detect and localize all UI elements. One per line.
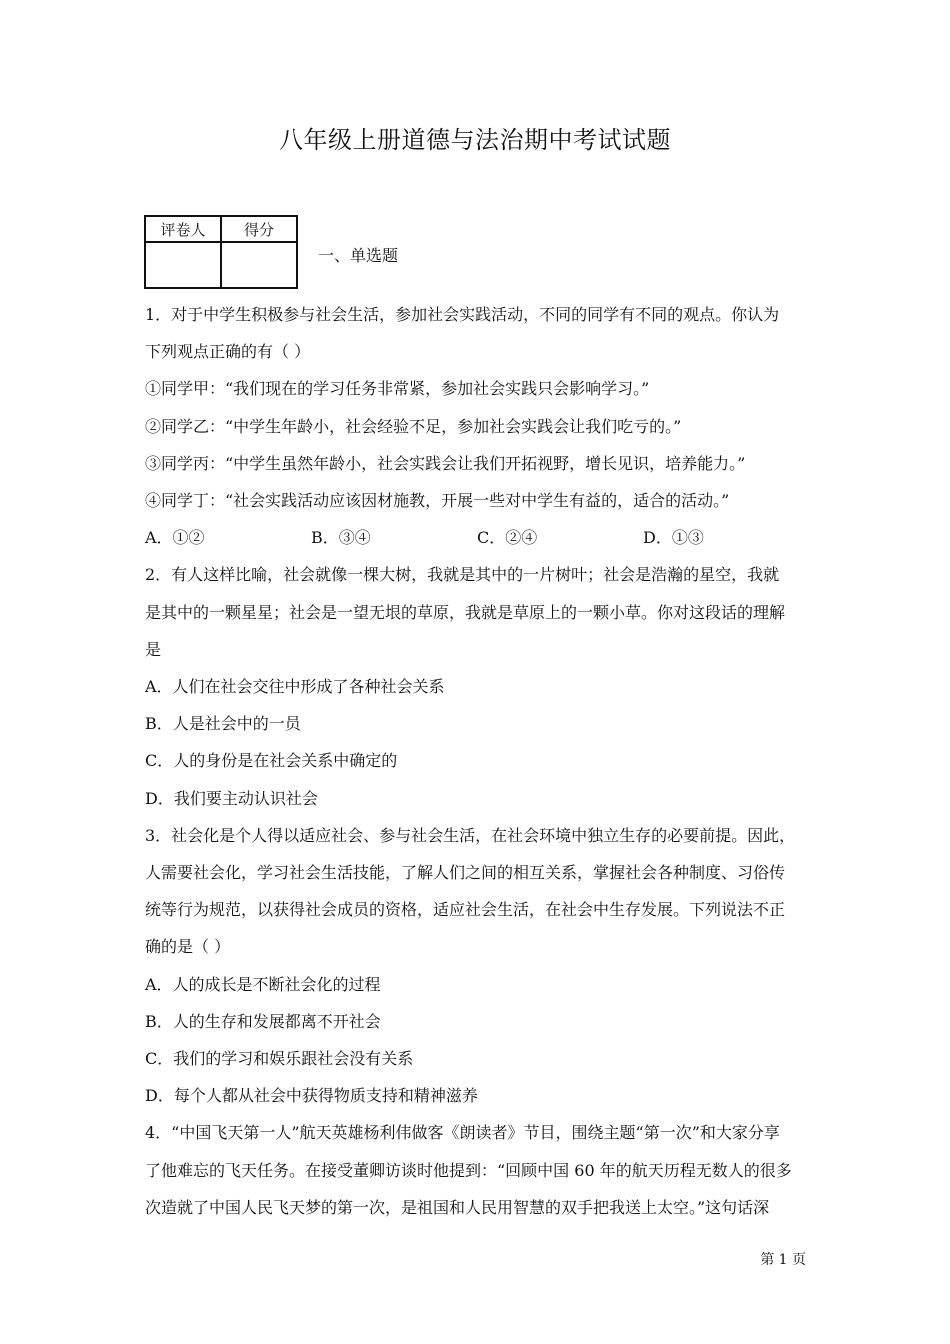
q2-option-d: D．我们要主动认识社会 xyxy=(145,788,318,808)
q1-statement: ④同学丁：“社会实践活动应该因材施教，开展一些对中学生有益的，适合的活动。” xyxy=(145,491,730,511)
q3-stem-line: 3．社会化是个人得以适应社会、参与社会生活，在社会环境中独立生存的必要前提。因此， xyxy=(145,825,796,845)
q1-options xyxy=(145,519,809,556)
q1-stem-line: 下列观点正确的有（ ） xyxy=(145,342,311,362)
q4-stem-line: 次造就了中国人民飞天梦的第一次，是祖国和人民用智慧的双手把我送上太空。”这句话深 xyxy=(145,1197,770,1217)
q2-stem-line: 2．有人这样比喻，社会就像一棵大树，我就是其中的一片树叶；社会是浩瀚的星空，我就 xyxy=(145,565,780,585)
q3-stem-line: 统等行为规范，以获得社会成员的资格，适应社会生活，在社会中生存发展。下列说法不正 xyxy=(145,900,786,920)
q1-option-a: A．①② xyxy=(145,528,205,548)
q1-option-b: B．③④ xyxy=(311,528,371,548)
q1-statement: ②同学乙：“中学生年龄小，社会经验不足，参加社会实践会让我们吃亏的。” xyxy=(145,416,682,436)
q2-stem-line: 是其中的一颗星星；社会是一望无垠的草原，我就是草原上的一颗小草。你对这段话的理解 xyxy=(145,602,786,622)
q1-option-d: D．①③ xyxy=(643,528,704,548)
q4-stem-line: 4．“中国飞天第一人”航天英雄杨利伟做客《朗读者》节目，围绕主题“第一次”和大家分享 xyxy=(145,1123,780,1143)
q1-stem-line: 1．对于中学生积极参与社会生活，参加社会实践活动，不同的同学有不同的观点。你认为 xyxy=(145,305,780,324)
q4-stem-line: 了他难忘的飞天任务。在接受董卿访谈时他提到：“回顾中国 60 年的航天历程无数人的很多 xyxy=(145,1160,792,1180)
reviewer-header: 评卷人 xyxy=(145,216,221,242)
score-header: 得分 xyxy=(221,216,297,242)
score-cell xyxy=(221,242,297,288)
q3-stem-line: 人需要社会化，学习社会生活技能，了解人们之间的相互关系，掌握社会各种制度、习俗传 xyxy=(145,863,786,883)
q2-option-b: B．人是社会中的一员 xyxy=(145,714,301,734)
q2-stem-line: 是 xyxy=(145,639,162,659)
exam-title: 八年级上册道德与法治期中考试试题 xyxy=(279,126,671,154)
section-title: 一、单选题 xyxy=(318,246,399,265)
q3-option-c: C．我们的学习和娱乐跟社会没有关系 xyxy=(145,1049,414,1069)
score-table xyxy=(144,215,298,289)
q3-stem-line: 确的是（ ） xyxy=(145,937,231,957)
q3-option-a: A．人的成长是不断社会化的过程 xyxy=(145,974,381,994)
q3-option-b: B．人的生存和发展都离不开社会 xyxy=(145,1011,381,1031)
q1-statement: ①同学甲：“我们现在的学习任务非常紧，参加社会实践只会影响学习。” xyxy=(145,379,650,399)
q2-option-c: C．人的身份是在社会关系中确定的 xyxy=(145,751,398,771)
q1-option-c: C．②④ xyxy=(477,528,538,548)
page-number: 第 1 页 xyxy=(760,1252,806,1268)
reviewer-cell xyxy=(145,242,221,288)
question-list xyxy=(145,296,809,1226)
q2-option-a: A．人们在社会交往中形成了各种社会关系 xyxy=(145,677,445,697)
q3-option-d: D．每个人都从社会中获得物质支持和精神滋养 xyxy=(145,1086,478,1106)
q1-statement: ③同学丙：“中学生虽然年龄小，社会实践会让我们开拓视野，增长见识，培养能力。” xyxy=(145,453,746,473)
